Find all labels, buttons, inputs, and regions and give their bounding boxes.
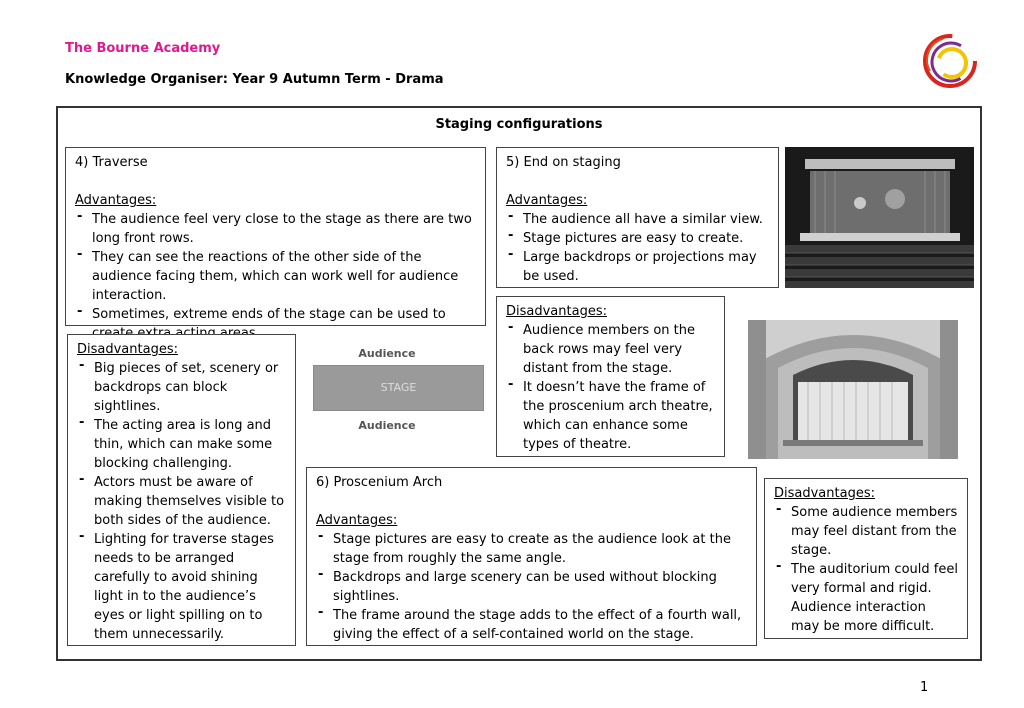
proscenium-disadvantages-list (774, 503, 958, 636)
list-item: - Some audience members may feel distant from the stage. (774, 503, 958, 560)
end-on-stage-illustration (785, 147, 974, 288)
diagram-audience-top: Audience (358, 347, 416, 360)
list-item: - It doesn’t have the frame of the proscenium arch theatre, which can enhance some types of theatre. (506, 378, 715, 454)
section-title: Staging configurations (435, 117, 603, 132)
list-item: - Actors must be aware of making themselves visible to both sides of the audience. (77, 473, 286, 530)
traverse-heading: 4) Traverse (75, 155, 148, 170)
proscenium-advantages-label: Advantages: (316, 513, 398, 528)
list-item: - Backdrops and large scenery can be used without blocking sightlines. (316, 568, 747, 606)
end-on-advantages-box (496, 147, 779, 288)
page-number: 1 (920, 680, 929, 695)
list-item: - They can see the reactions of the other side of the audience facing them, which can work well for audience interaction. (75, 248, 476, 305)
traverse-advantages-box (65, 147, 486, 326)
traverse-disadvantages-box (67, 334, 296, 646)
list-item: - The frame around the stage adds to the effect of a fourth wall, giving the effect of a self-contained world on the stage. (316, 606, 747, 644)
end-on-heading: 5) End on staging (506, 155, 621, 170)
list-item: - The audience feel very close to the stage as there are two long front rows. (75, 210, 476, 248)
list-item: - Lighting for traverse stages needs to be arranged carefully to avoid shining light in to the audience’s eyes or light spilling on to them unnecessarily. (77, 530, 286, 644)
list-item: - Stage pictures are easy to create as the audience look at the stage from roughly the same angle. (316, 530, 747, 568)
proscenium-disadvantages-box (764, 478, 968, 639)
list-item: - The acting area is long and thin, which can make some blocking challenging. (77, 416, 286, 473)
proscenium-arch-illustration (748, 320, 958, 459)
proscenium-advantages-list (316, 530, 747, 644)
end-on-advantages-label: Advantages: (506, 193, 588, 208)
traverse-disadvantages-label: Disadvantages: (77, 342, 178, 357)
traverse-disadvantages-list (77, 359, 286, 644)
end-on-disadvantages-box (496, 296, 725, 457)
diagram-stage (313, 365, 484, 411)
list-item: - Big pieces of set, scenery or backdrops can block sightlines. (77, 359, 286, 416)
list-item: - The audience all have a similar view. (506, 210, 769, 229)
school-logo (922, 33, 978, 89)
proscenium-heading: 6) Proscenium Arch (316, 475, 443, 490)
end-on-disadvantages-list (506, 321, 715, 454)
list-item: - Audience members on the back rows may feel very distant from the stage. (506, 321, 715, 378)
traverse-advantages-label: Advantages: (75, 193, 157, 208)
traverse-diagram (312, 343, 485, 435)
proscenium-advantages-box (306, 467, 757, 646)
document-title: Knowledge Organiser: Year 9 Autumn Term - Drama (65, 72, 444, 87)
list-item: - Stage pictures are easy to create. (506, 229, 769, 248)
proscenium-arch-photo (748, 320, 958, 459)
list-item: - The auditorium could feel very formal and rigid. Audience interaction may be more difficult. (774, 560, 958, 636)
traverse-advantages-list (75, 210, 476, 343)
diagram-audience-bottom: Audience (358, 419, 416, 432)
list-item: - Sometimes, extreme ends of the stage can be used to (75, 305, 476, 343)
proscenium-disadvantages-label: Disadvantages: (774, 486, 875, 501)
list-item: - Large backdrops or projections may be used. (506, 248, 769, 286)
school-name: The Bourne Academy (65, 41, 221, 56)
diagram-stage-label: STAGE (380, 381, 417, 394)
end-on-advantages-list (506, 210, 769, 286)
end-on-stage-photo (785, 147, 974, 288)
end-on-disadvantages-label: Disadvantages: (506, 304, 607, 319)
